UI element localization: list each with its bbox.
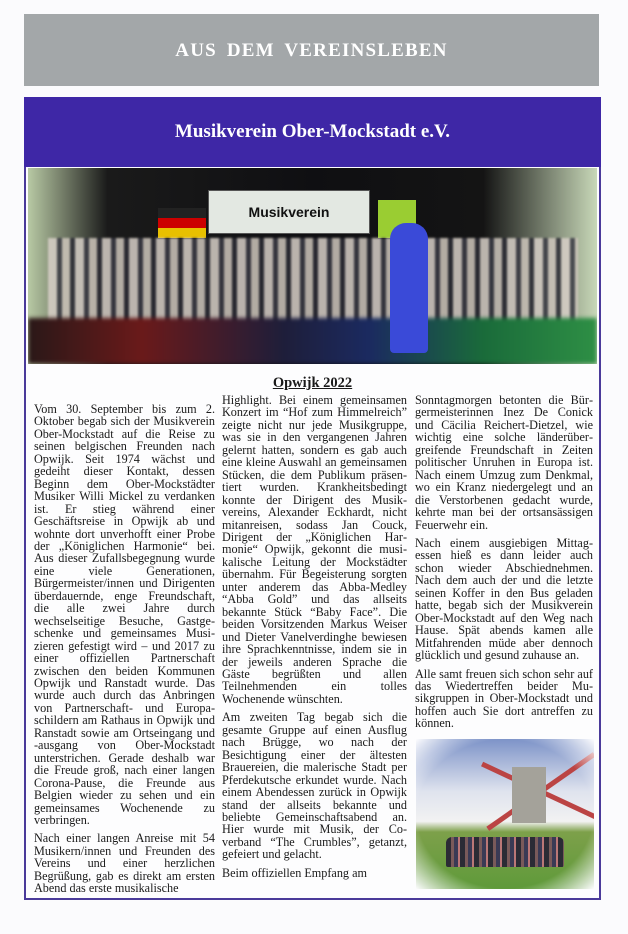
article-box — [24, 97, 601, 900]
band-concert-photo — [28, 168, 597, 364]
section-title: AUS DEM VEREINSLEBEN — [175, 40, 448, 61]
paragraph: Vom 30. September bis zum 2. Oktober begab sich der Musikverein Ober-Mockstadt auf die Reise zu seinen belgischen Freunden nach Opwijk. Seit 1974 wächst und gedeiht dieser Kontakt, dessen Beginn dem Ober-Mockstädter Musiker Willi Mickel zu verdanken ist. Er stieg während einer Geschäftsreise in Opwijk ab und wohnte dort unverhofft einer Probe der „Königlichen Harmonie“ bei. Aus dieser Zufallsbegegnung wurde eine viele Generationen, Bürgermeister/innen und Dirigenten überdauernde, enge Freundschaft, die alle zwei Jahre durch wechselseitige Besuche, Gastgeschenke und gemeinsames Musizieren gefestigt wird – und 2017 zu einer offiziellen Partnerschaft zwischen den beiden Kommunen Opwijk und Ranstadt wurde. Das wurde auch durch das Anbringen von Partnerschaft- und Europaschildern am Rathaus in Opwijk und Ranstadt sowie am Ortseingang und -ausgang von Ober-Mockstadt unterstrichen. Gerade deshalb war die Freude groß, nach einer langen Corona-Pause, die Freunde aus Belgien wieder zu sehen und ein gemeinsames Wochenende zu verbringen. — [34, 402, 215, 827]
windmill — [512, 767, 546, 823]
german-flag — [158, 208, 206, 238]
article-title: Opwijk 2022 — [272, 375, 353, 391]
paragraph: Am zweiten Tag begab sich die gesamte Gruppe auf einen Ausflug nach Brügge, wo nach der Besichtigung einer der ältesten Brauereien, die malerische Stadt per Pferdekutsche erkundet wurde. Nach einem Abendessen zurück in Opwijk stand der allseits bekannte und beliebte Gemeinschaftsabend an. Hier wurde mit Musik, der Coverband “The Crumbles”, getanzt, gefeiert und gelacht. — [222, 710, 407, 862]
club-header — [24, 97, 601, 167]
paragraph: Nach einem ausgiebigen Mittagessen hieß es dann leider auch schon wieder Abschiednehmen. Nach dem auch der und die letzte seinen Koffer in den Bus geladen hatte, begab sich der Musikverein Ober-Mockstadt auf den Weg nach Hause. Spät abends kamen alle Mitfahrenden müde aber dennoch glücklich und gesund zuhause an. — [415, 535, 593, 663]
paragraph: Alle samt freuen sich schon sehr auf das Wiedertreffen beider Musikgruppen in Ober-Mockstadt und hoffen auch Sie dort antreffen zu können. — [415, 666, 593, 731]
section-header-bar — [24, 14, 599, 86]
paragraph: Highlight. Bei einem gemeinsamen Konzert im “Hof zum Himmelreich” zeigte nicht nur jede Musikgruppe, was sie in den vergangenen Jahren gelernt hatten, sondern es gab auch eine kleine Auswahl an gemeinsamen Stücken, die dem Publikum präsentiert wurden. Krankheitsbedingt konnte der Dirigent des Musikvereins, Alexander Eckhardt, nicht mitanreisen, sodass Jan Couck, Dirigent der „Königlichen Harmonie“ Opwijk, gekonnt die musikalische Leitung der Mockstädter übernahm. Für Begeisterung sorgten unter anderem das Abba-Medley “Abba Gold” und das allseits bekannte Stück “Baby Face”. Die beiden Vorsitzenden Markus Weiser und Dieter Vanelverdinghe bewiesen ihre Sprachkenntnisse, indem sie in der jeweils anderen Sprache die Gäste begrüßten und allen Teilnehmenden ein tolles Wochenende wünschten. — [222, 393, 407, 706]
paragraph: Sonntagmorgen betonten die Bürgermeisterinnen Inez De Conick und Cäcilia Reichert-Dietzel, wie wichtig eine solche länderübergreifende Freundschaft in Zeiten politischer Unruhen in Europa ist. Nach einem Umzug zum Denkmal, wo ein Kranz niedergelegt und an die Verstorbenen gedacht wurde, kehrte man bei der ortsansässigen Feuerwehr ein. — [415, 393, 593, 532]
conductor — [390, 223, 428, 353]
group-of-people — [446, 837, 564, 867]
text-column-1 — [34, 403, 215, 901]
club-name: Musikverein Ober-Mockstadt e.V. — [174, 121, 451, 142]
text-column-2 — [222, 394, 407, 885]
club-banner — [208, 190, 370, 234]
band-musicians — [48, 238, 578, 328]
paragraph: Nach einer langen Anreise mit 54 Musikern/innen und Freunden des Vereins und einer herzlichen Begrüßung, gab es direkt am ersten Abend das erste musikalische — [34, 831, 215, 896]
windmill-group-photo — [416, 739, 594, 889]
banner-text: Musikverein — [248, 204, 330, 220]
audience — [28, 318, 597, 364]
paragraph: Beim offiziellen Empfang am — [222, 865, 367, 880]
text-column-3 — [415, 394, 593, 736]
